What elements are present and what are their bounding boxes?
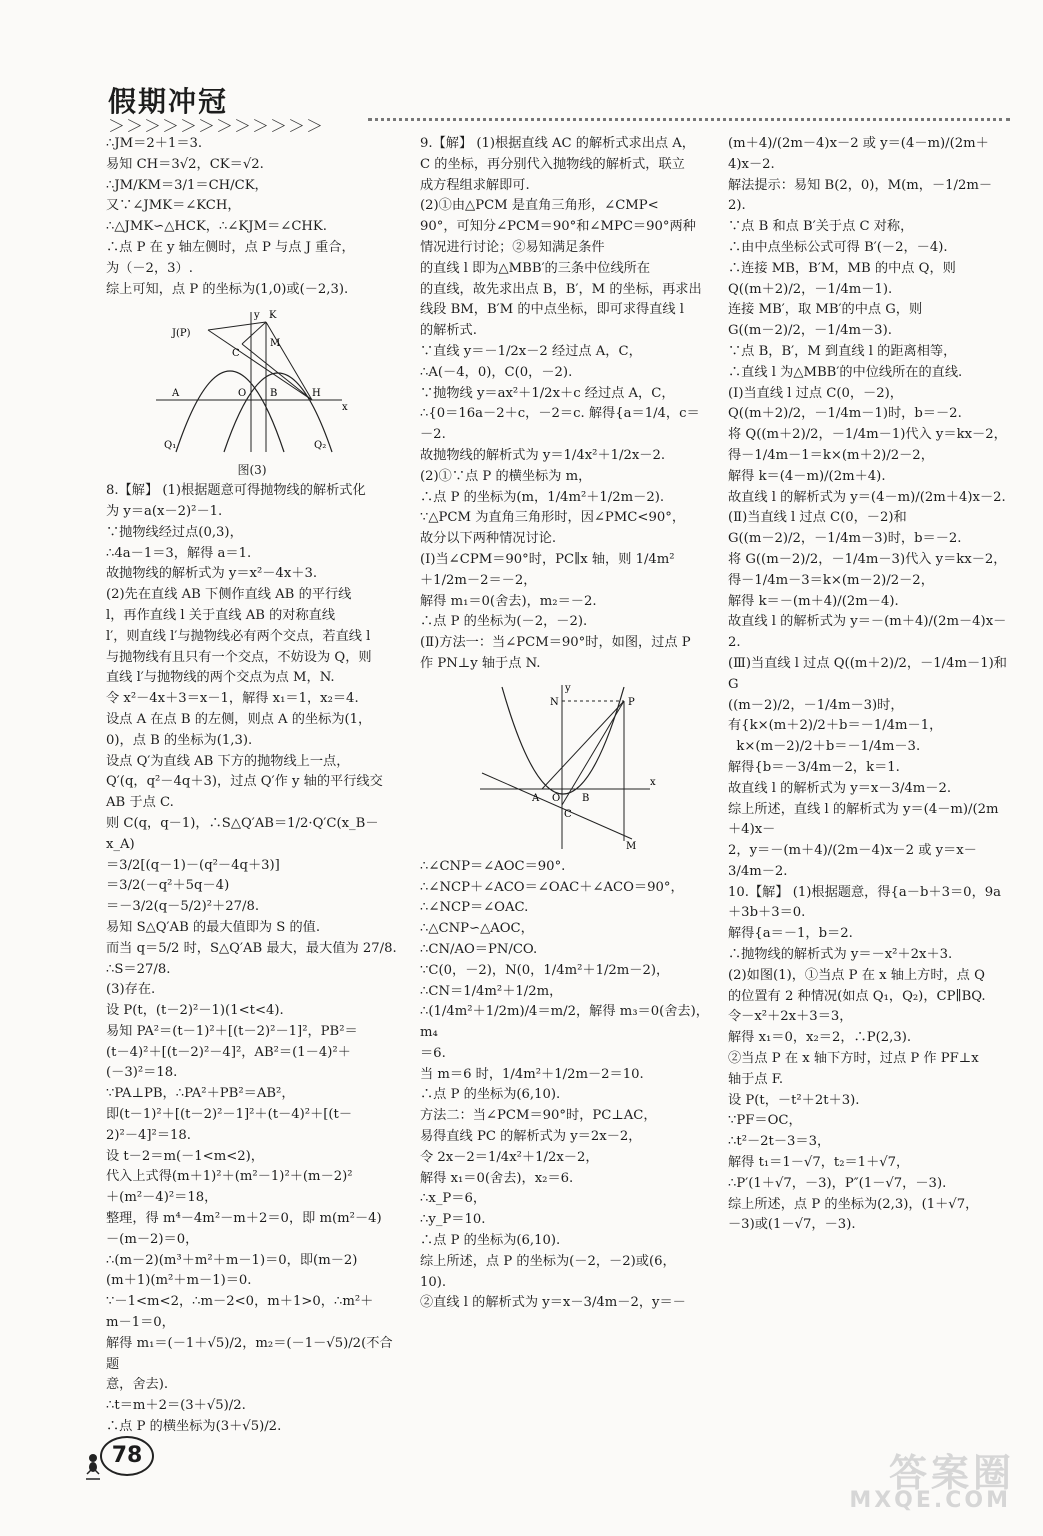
text-line: 解得 m₁＝0(舍去)，m₂＝－2. bbox=[420, 593, 597, 609]
text-line: ∴点 P 在 y 轴左侧时，点 P 与点 J 重合， bbox=[106, 239, 355, 255]
fig3-label-h: H bbox=[312, 388, 321, 400]
text-line: 设点 A 在点 B 的左侧，则点 A 的坐标为(1， bbox=[106, 711, 372, 727]
fig9-label-n: N bbox=[550, 696, 559, 708]
text-line: ＝－3/2(q－5/2)²＋27/8. bbox=[106, 899, 260, 915]
text-line: (Ⅰ)当∠CPM＝90°时，PC∥x 轴，则 1/4m² bbox=[420, 551, 675, 567]
text-line: ∴t²－2t－3＝3， bbox=[728, 1134, 831, 1150]
text-line: ((m－2)/2，－1/4m－3)时， bbox=[728, 697, 904, 713]
text-line: 连接 MB′，取 MB′的中点 G，则 bbox=[728, 302, 923, 318]
text-line: 将 Q((m＋2)/2，－1/4m－1)代入 y＝kx－2， bbox=[728, 427, 1007, 443]
text-line: 10.【解】 (1)根据题意，得{a－b＋3＝0，9a＋3b＋3＝0. bbox=[728, 884, 1002, 921]
text-line: 将 G((m－2)/2，－1/4m－3)代入 y＝kx－2， bbox=[728, 551, 1007, 567]
text-line: ∴∠NCP＋∠ACO＝∠OAC＋∠ACO＝90°， bbox=[420, 879, 684, 895]
text-line: (Ⅰ)当直线 l 过点 C(0，－2)， bbox=[728, 385, 903, 401]
fig3-label-y: y bbox=[254, 310, 260, 322]
text-line: ∵C(0，－2)，N(0，1/4m²＋1/2m－2)， bbox=[420, 962, 670, 978]
text-line: ∴CN＝1/4m²＋1/2m， bbox=[420, 983, 563, 999]
text-line: Q′(q，q²－4q＋3)，过点 Q′作 y 轴的平行线交 bbox=[106, 774, 383, 790]
text-line: l，再作直线 l 关于直线 AB 的对称直线 bbox=[106, 607, 336, 623]
text-line: ∴A(－4，0)，C(0，－2). bbox=[420, 364, 573, 380]
text-line: 方法二：当∠PCM＝90°时，PC⊥AC， bbox=[420, 1108, 657, 1124]
text-line: 解得 k＝－(m＋4)/(2m－4). bbox=[728, 593, 899, 609]
text-line: Q((m＋2)/2，－1/4m－1). bbox=[728, 281, 893, 297]
text-line: (2)先在直线 AB 下侧作直线 AB 的平行线 bbox=[106, 587, 352, 603]
solution-7-tail bbox=[106, 134, 398, 300]
text-line: ∴△CNP∽△AOC， bbox=[420, 921, 534, 937]
text-line: 9.【解】 (1)根据直线 AC 的解析式求出点 A， bbox=[420, 136, 695, 151]
text-line: ∴(m－2)(m³＋m²＋m－1)＝0，即(m－2) bbox=[106, 1252, 358, 1268]
column-left bbox=[106, 134, 398, 1438]
text-line: (2)①由△PCM 是直角三角形，∠CMP< bbox=[420, 198, 659, 214]
text-line: ∴抛物线的解析式为 y＝－x²＋2x＋3. bbox=[728, 947, 953, 963]
text-line: (2)如图(1)，①当点 P 在 x 轴上方时，点 Q bbox=[728, 967, 985, 983]
text-line: (m＋4)/(2m－4)x－2 或 y＝(4－m)/(2m＋4)x－2. bbox=[728, 136, 989, 172]
fig3-label-q2: Q₂ bbox=[314, 440, 327, 452]
text-line: ∴连接 MB，B′M，MB 的中点 Q，则 bbox=[728, 260, 956, 276]
text-line: 解得 x₁＝0(舍去)，x₂＝6. bbox=[420, 1170, 574, 1186]
text-line: ∴JM＝2＋1＝3. bbox=[106, 136, 203, 151]
text-line: ∴t＝m＋2＝(3＋√5)/2. bbox=[106, 1398, 246, 1414]
text-line: 为 y＝a(x－2)²－1. bbox=[106, 503, 223, 519]
text-line: 的直线 l 即为△MBB′的三条中位线所在 bbox=[420, 260, 651, 276]
text-line: 2)²－4]²＝18. bbox=[106, 1127, 191, 1143]
text-line: 故直线 l 的解析式为 y＝－(m＋4)/(2m－4)x－2. bbox=[728, 614, 1007, 651]
text-line: ∴{0＝16a－2＋c，－2＝c. 解得{a＝1/4，c＝－2. bbox=[420, 406, 700, 443]
text-line: 易知 CH＝3√2，CK＝√2. bbox=[106, 156, 264, 172]
text-line: 解得{a＝－1，b＝2. bbox=[728, 926, 853, 942]
text-line: －(m－2)＝0， bbox=[106, 1231, 199, 1247]
fig9-label-m: M bbox=[626, 840, 637, 852]
text-line: 令－x²＋2x＋3＝3， bbox=[728, 1009, 853, 1025]
fig9-label-p: P bbox=[628, 696, 635, 708]
text-line: (m＋1)(m²＋m－1)＝0. bbox=[106, 1273, 252, 1289]
text-line: ∵点 B，B′，M 到直线 l 的距离相等， bbox=[728, 343, 957, 359]
text-line: C 的坐标，再分别代入抛物线的解析式，联立 bbox=[420, 156, 685, 172]
page-number: 78 bbox=[100, 1436, 154, 1476]
text-line: 易得直线 PC 的解析式为 y＝2x－2， bbox=[420, 1129, 642, 1145]
fig3-label-x: x bbox=[342, 402, 348, 414]
text-line: 代入上式得(m＋1)²＋(m²－1)²＋(m－2)² bbox=[106, 1169, 353, 1185]
text-line: ∵△PCM 为直角三角形时，因∠PMC<90°， bbox=[420, 510, 686, 526]
header-rule bbox=[368, 118, 1010, 121]
text-line: 故直线 l 的解析式为 y＝(4－m)/(2m＋4)x－2. bbox=[728, 489, 1006, 505]
fig3-label-jp: J(P) bbox=[172, 328, 191, 340]
text-line: ∴y_P＝10. bbox=[420, 1212, 486, 1228]
text-line: ∵抛物线 y＝ax²＋1/2x＋c 经过点 A，C， bbox=[420, 385, 675, 401]
text-line: ∴点 P 的坐标为(6,10). bbox=[420, 1087, 561, 1103]
text-line: 解得{b＝－3/4m－2，k＝1. bbox=[728, 759, 900, 775]
text-line: －3)或(1－√7，－3). bbox=[728, 1217, 856, 1233]
column-right bbox=[728, 134, 1012, 1236]
text-line: ∵－1<m<2，∴m－2<0，m＋1>0，∴m²＋ bbox=[106, 1294, 374, 1310]
text-line: G((m－2)/2，－1/4m－3)时，b＝－2. bbox=[728, 531, 962, 547]
text-line: 8.【解】 (1)根据题意可得抛物线的解析式化 bbox=[106, 483, 366, 499]
text-line: 设 P(t，(t－2)²－1)(1<t<4). bbox=[106, 1003, 284, 1019]
text-line: ∵抛物线经过点(0,3)， bbox=[106, 524, 243, 540]
text-line: 易知 S△Q′AB 的最大值即为 S 的值. bbox=[106, 919, 321, 935]
text-line: ∴4a－1＝3，解得 a＝1. bbox=[106, 545, 252, 561]
text-line: ∵PF＝OC， bbox=[728, 1113, 802, 1129]
fig9-label-b: B bbox=[582, 792, 590, 804]
text-line: 90°，可知分∠PCM＝90°和∠MPC＝90°两种 bbox=[420, 219, 696, 235]
text-line: m－1＝0， bbox=[106, 1315, 175, 1331]
figure-3-diagram bbox=[106, 306, 398, 456]
text-line: (－3)²＝18. bbox=[106, 1065, 178, 1081]
text-line: (2)①∵点 P 的横坐标为 m， bbox=[420, 468, 592, 484]
text-line: 轴于点 F. bbox=[728, 1071, 784, 1087]
text-line: 直线 l′与抛物线的两个交点为点 M，N. bbox=[106, 670, 335, 686]
solution-9-part2 bbox=[420, 857, 710, 1315]
fig3-label-q1: Q₁ bbox=[164, 440, 177, 452]
problem-9-diagram bbox=[420, 681, 710, 853]
text-line: 0)，点 B 的坐标为(1,3). bbox=[106, 732, 253, 748]
text-line: 的位置有 2 种情况(如点 Q₁，Q₂)，CP∥BQ. bbox=[728, 988, 986, 1004]
text-line: ∴直线 l 为△MBB′的中位线所在的直线. bbox=[728, 364, 963, 380]
text-line: G((m－2)/2，－1/4m－3). bbox=[728, 323, 892, 339]
text-line: 设 P(t，－t²＋2t＋3). bbox=[728, 1092, 860, 1108]
text-line: (Ⅲ)当直线 l 过点 Q((m＋2)/2，－1/4m－1)和 G bbox=[728, 655, 1012, 692]
solution-9-10 bbox=[728, 134, 1012, 1236]
text-line: 解得 k＝(4－m)/(2m＋4). bbox=[728, 468, 886, 484]
fig3-label-o: O bbox=[238, 388, 247, 400]
fig9-label-o: O bbox=[552, 792, 561, 804]
page-header bbox=[98, 74, 1010, 137]
text-line: 有{k×(m＋2)/2＋b＝－1/4m－1， bbox=[728, 718, 943, 734]
text-line: 综上所述，点 P 的坐标为(2,3)，(1＋√7， bbox=[728, 1196, 979, 1212]
text-line: ∴∠NCP＝∠OAC. bbox=[420, 900, 529, 916]
text-line: 2，y＝－(m＋4)/(2m－4)x－2 或 y＝x－3/4m－2. bbox=[728, 843, 977, 879]
text-line: ∴∠CNP＝∠AOC＝90°. bbox=[420, 858, 566, 874]
text-line: ＝3/2[(q－1)－(q²－4q＋3)] bbox=[106, 857, 280, 873]
text-line: 意，舍去). bbox=[106, 1377, 169, 1393]
text-line: ∵直线 y＝－1/2x－2 经过点 A，C， bbox=[420, 343, 642, 359]
brand-title: 假期冲冠 bbox=[108, 85, 229, 118]
text-line: 设 t－2＝m(－1<m<2)， bbox=[106, 1148, 264, 1164]
text-line: (t－4)²＋[(t－2)²－4]²，AB²＝(1－4)²＋ bbox=[106, 1044, 351, 1060]
text-line: ∴CN/AO＝PN/CO. bbox=[420, 941, 538, 957]
fig3-label-b: B bbox=[270, 388, 278, 400]
text-line: 10). bbox=[420, 1274, 447, 1290]
text-line: ＋(m²－4)²＝18， bbox=[106, 1190, 218, 1206]
text-line: 解得 m₁＝(－1＋√5)/2，m₂＝(－1－√5)/2(不合题 bbox=[106, 1335, 393, 1372]
text-line: 令 x²－4x＋3＝x－1，解得 x₁＝1，x₂＝4. bbox=[106, 691, 359, 707]
fig3-label-m: M bbox=[270, 338, 281, 350]
text-line: 为（－2，3）. bbox=[106, 260, 193, 276]
text-line: 又∵∠JMK＝∠KCH， bbox=[106, 198, 241, 214]
text-line: AB 于点 C. bbox=[106, 795, 174, 811]
text-line: 易知 PA²＝(t－1)²＋[(t－2)²－1]²，PB²＝ bbox=[106, 1023, 358, 1039]
text-line: ∴点 P 的坐标为(m，1/4m²＋1/2m－2). bbox=[420, 489, 665, 505]
column-middle bbox=[420, 134, 710, 1314]
text-line: 得－1/4m－3＝k×(m－2)/2－2， bbox=[728, 572, 934, 588]
text-line: 与抛物线有且只有一个交点，不妨设为 Q，则 bbox=[106, 649, 372, 665]
text-line: 得－1/4m－1＝k×(m＋2)/2－2， bbox=[728, 447, 934, 463]
text-line: (3)存在. bbox=[106, 982, 156, 998]
text-line: ∴x_P＝6， bbox=[420, 1191, 487, 1207]
watermark-line2: MXQE.COM bbox=[849, 1488, 1011, 1513]
text-line: 则 C(q，q－1)，∴S△Q′AB＝1/2·Q′C(x_B－x_A) bbox=[106, 815, 379, 852]
text-line: 综上可知，点 P 的坐标为(1,0)或(－2,3). bbox=[106, 281, 349, 297]
text-line: ∴△JMK∽△HCK，∴∠KJM＝∠CHK. bbox=[106, 219, 327, 235]
text-line: ∴S＝27/8. bbox=[106, 961, 171, 977]
text-line: 设点 Q′为直线 AB 下方的抛物线上一点， bbox=[106, 753, 350, 769]
text-line: 成方程组求解即可. bbox=[420, 177, 530, 193]
text-line: 作 PN⊥y 轴于点 N. bbox=[420, 655, 541, 671]
text-line: 综上所述，直线 l 的解析式为 y＝(4－m)/(2m＋4)x－ bbox=[728, 801, 999, 838]
fig9-label-x: x bbox=[650, 776, 656, 788]
text-line: 而当 q＝5/2 时，S△Q′AB 最大，最大值为 27/8. bbox=[106, 940, 397, 956]
text-line: ∴由中点坐标公式可得 B′(－2，－4). bbox=[728, 239, 948, 255]
text-line: 情况进行讨论；②易知满足条件 bbox=[420, 239, 605, 255]
fig9-label-y: y bbox=[565, 682, 571, 694]
solution-9-part1 bbox=[420, 134, 710, 675]
text-line: (Ⅱ)方法一：当∠PCM＝90°时，如图，过点 P bbox=[420, 635, 691, 651]
text-line: ∴JM/KM＝3/1＝CH/CK， bbox=[106, 177, 268, 193]
text-line: l′，则直线 l′与抛物线必有两个交点，若直线 l bbox=[106, 628, 371, 644]
text-line: 线段 BM，B′M 的中点坐标，即可求得直线 l bbox=[420, 302, 684, 318]
fig3-label-c: C bbox=[232, 348, 240, 360]
text-line: ∴(1/4m²＋1/2m)/4＝m/2，解得 m₃＝0(舍去)，m₄ bbox=[420, 1004, 709, 1041]
text-line: 解法提示：易知 B(2，0)，M(m，－1/2m－2). bbox=[728, 177, 993, 214]
fig9-label-c: C bbox=[564, 808, 572, 820]
text-line: 的直线，故先求出点 B，B′，M 的坐标，再求出 bbox=[420, 281, 702, 297]
text-line: (Ⅱ)当直线 l 过点 C(0，－2)和 bbox=[728, 510, 907, 526]
text-line: 故直线 l 的解析式为 y＝x－3/4m－2. bbox=[728, 780, 952, 796]
text-line: 解得 x₁＝0，x₂＝2，∴P(2,3). bbox=[728, 1030, 912, 1046]
text-line: ＝6. bbox=[420, 1045, 446, 1061]
text-line: 令 2x－2＝1/4x²＋1/2x－2， bbox=[420, 1149, 599, 1165]
text-line: Q((m＋2)/2，－1/4m－1)时，b＝－2. bbox=[728, 406, 962, 422]
text-line: ∴P′(1＋√7，－3)，P″(1－√7，－3). bbox=[728, 1175, 947, 1191]
text-line: 的解析式. bbox=[420, 323, 477, 339]
text-line: ∴点 P 的横坐标为(3＋√5)/2. bbox=[106, 1419, 282, 1435]
text-line: ∴点 P 的坐标为(－2，－2). bbox=[420, 614, 588, 630]
text-line: 当 m＝6 时，1/4m²＋1/2m－2＝10. bbox=[420, 1066, 644, 1082]
fig3-label-k: K bbox=[269, 310, 277, 322]
watermark bbox=[825, 1442, 1025, 1522]
text-line: ∵PA⊥PB，∴PA²＋PB²＝AB²， bbox=[106, 1086, 295, 1102]
text-line: ＝3/2(－q²＋5q－4) bbox=[106, 878, 230, 894]
text-line: ②当点 P 在 x 轴下方时，过点 P 作 PF⊥x bbox=[728, 1051, 979, 1067]
text-line: ∵点 B 和点 B′关于点 C 对称， bbox=[728, 219, 914, 235]
watermark-line1: 答案圈 bbox=[888, 1451, 1015, 1495]
text-line: 综上所述，点 P 的坐标为(－2，－2)或(6， bbox=[420, 1253, 676, 1269]
text-line: ②直线 l 的解析式为 y＝x－3/4m－2，y＝－ bbox=[420, 1295, 686, 1311]
text-line: ∴点 P 的坐标为(6,10). bbox=[420, 1233, 561, 1249]
text-line: 故抛物线的解析式为 y＝x²－4x＋3. bbox=[106, 566, 318, 582]
text-line: k×(m－2)/2＋b＝－1/4m－3. bbox=[728, 739, 921, 755]
solution-8 bbox=[106, 481, 398, 1438]
text-line: 故抛物线的解析式为 y＝1/4x²＋1/2x－2. bbox=[420, 447, 666, 463]
figure-3-caption: 图(3) bbox=[237, 463, 267, 478]
fig3-label-a: A bbox=[172, 388, 180, 400]
text-line: 故分以下两种情况讨论. bbox=[420, 531, 557, 547]
text-line: 解得 t₁＝1－√7，t₂＝1＋√7， bbox=[728, 1155, 910, 1171]
chevron-decoration: ＞＞＞＞＞＞＞＞＞＞＞＞ bbox=[108, 117, 324, 137]
text-line: ＋1/2m－2＝－2， bbox=[420, 572, 537, 588]
text-line: 即(t－1)²＋[(t－2)²－1]²＋(t－4)²＋[(t－ bbox=[106, 1107, 353, 1123]
text-line: 整理，得 m⁴－4m²－m＋2＝0，即 m(m²－4) bbox=[106, 1211, 382, 1227]
fig9-label-a: A bbox=[532, 792, 540, 804]
